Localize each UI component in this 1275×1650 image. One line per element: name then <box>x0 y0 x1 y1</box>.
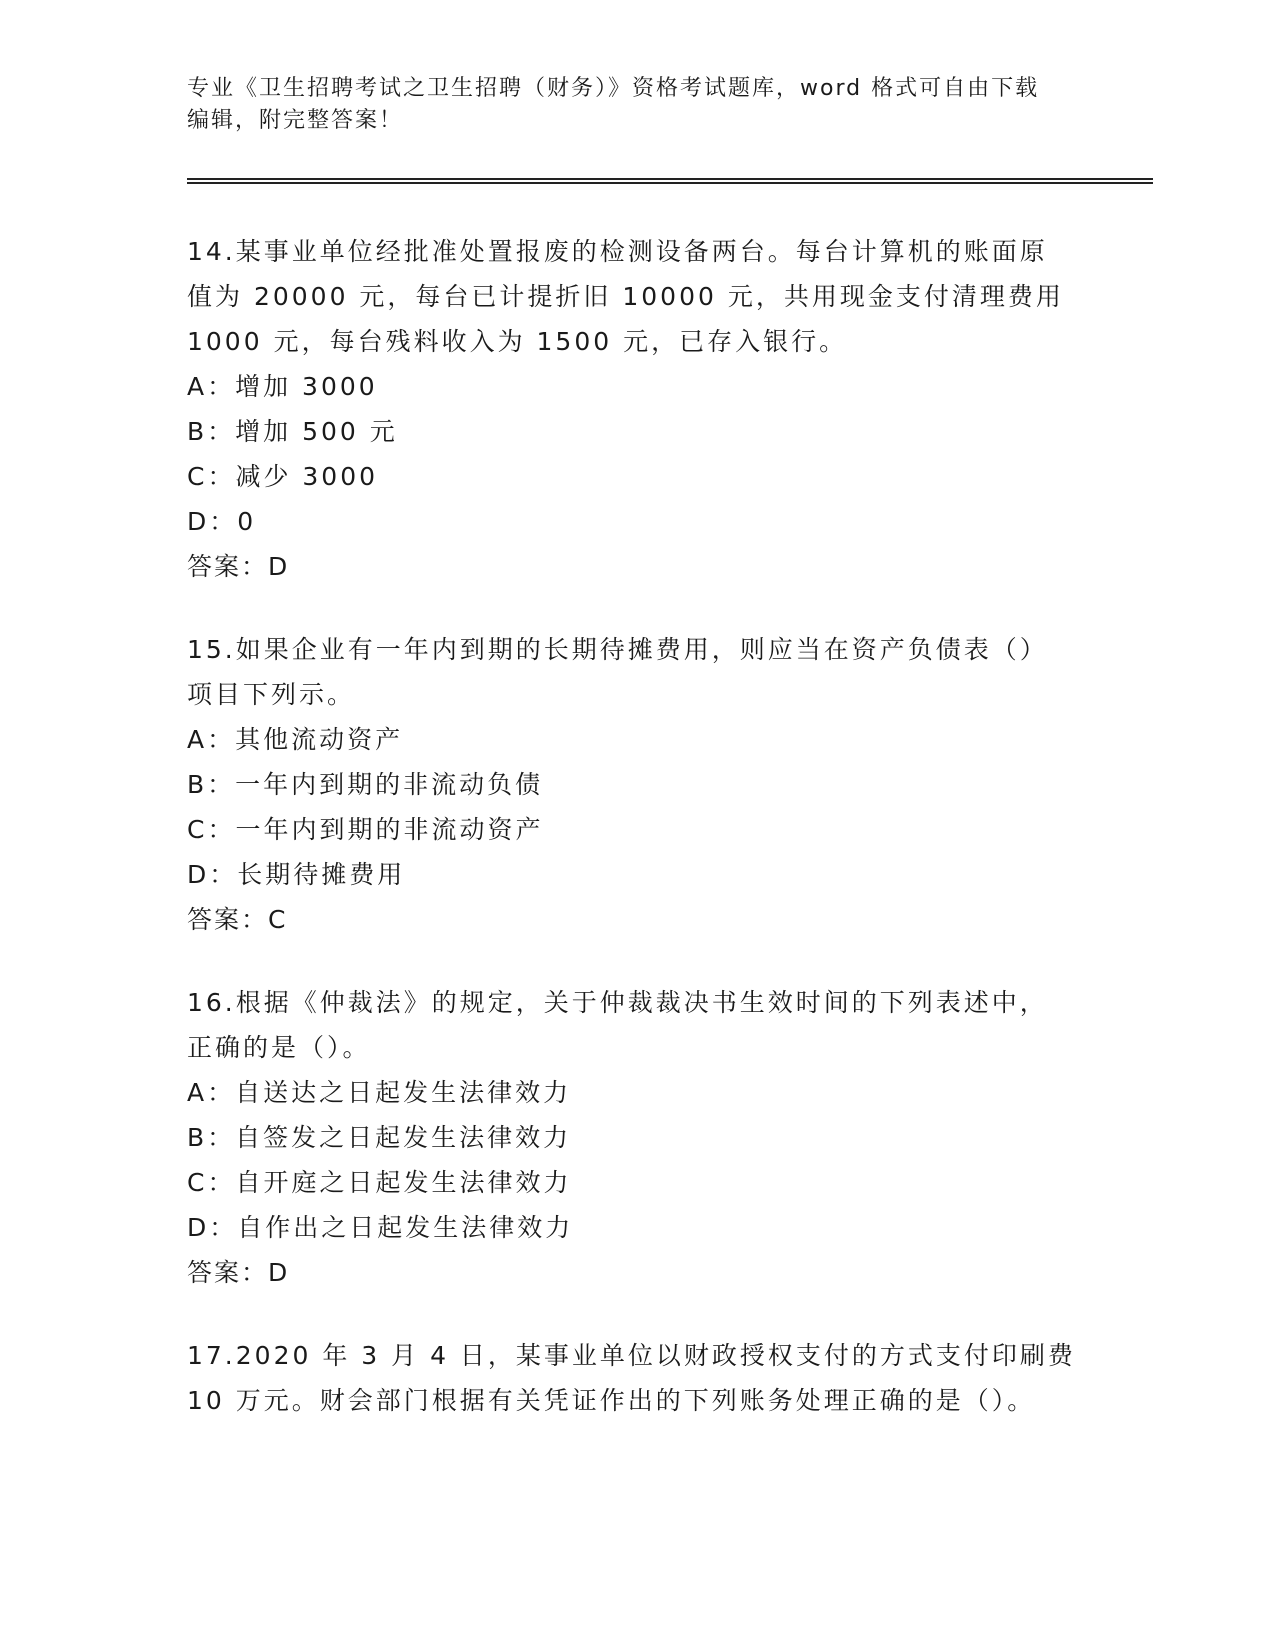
header-divider-bottom <box>187 182 1153 184</box>
header-line-2: 编辑，附完整答案！ <box>187 108 404 133</box>
option-a: A：增加 3000 <box>187 372 378 401</box>
option-d: D：长期待摊费用 <box>187 860 406 889</box>
question-text-line: 10 万元。财会部门根据有关凭证作出的下列账务处理正确的是（）。 <box>187 1386 1036 1415</box>
document-header <box>187 73 1087 137</box>
option-c: C：一年内到期的非流动资产 <box>187 815 544 844</box>
header-line-1: 专业《卫生招聘考试之卫生招聘（财务）》资格考试题库，word 格式可自由下载 <box>187 76 1040 101</box>
question-list <box>187 229 1087 1461</box>
question-text-line: 1000 元，每台残料收入为 1500 元，已存入银行。 <box>187 327 848 356</box>
question-text-line: 项目下列示。 <box>187 680 356 709</box>
option-c: C：减少 3000 <box>187 462 379 491</box>
option-b: B：自签发之日起发生法律效力 <box>187 1123 572 1152</box>
question-17 <box>187 1333 1087 1423</box>
answer: 答案：D <box>187 552 290 581</box>
answer: 答案：D <box>187 1258 290 1287</box>
question-16 <box>187 980 1087 1295</box>
question-text-line: 值为 20000 元，每台已计提折旧 10000 元，共用现金支付清理费用 <box>187 282 1064 311</box>
question-text-line: 正确的是（）。 <box>187 1033 371 1062</box>
option-c: C：自开庭之日起发生法律效力 <box>187 1168 572 1197</box>
option-d: D：自作出之日起发生法律效力 <box>187 1213 574 1242</box>
answer: 答案：C <box>187 905 288 934</box>
question-text-line: 16.根据《仲裁法》的规定，关于仲裁裁决书生效时间的下列表述中， <box>187 988 1048 1017</box>
question-text-line: 14.某事业单位经批准处置报废的检测设备两台。每台计算机的账面原 <box>187 237 1048 266</box>
option-a: A：自送达之日起发生法律效力 <box>187 1078 572 1107</box>
question-15 <box>187 627 1087 942</box>
question-text-line: 15.如果企业有一年内到期的长期待摊费用，则应当在资产负债表（） <box>187 635 1048 664</box>
option-b: B：一年内到期的非流动负债 <box>187 770 544 799</box>
question-text-line: 17.2020 年 3 月 4 日，某事业单位以财政授权支付的方式支付印刷费 <box>187 1341 1076 1370</box>
option-d: D：0 <box>187 507 257 536</box>
option-b: B：增加 500 元 <box>187 417 398 446</box>
option-a: A：其他流动资产 <box>187 725 404 754</box>
header-divider-top <box>187 178 1153 180</box>
question-14 <box>187 229 1087 589</box>
